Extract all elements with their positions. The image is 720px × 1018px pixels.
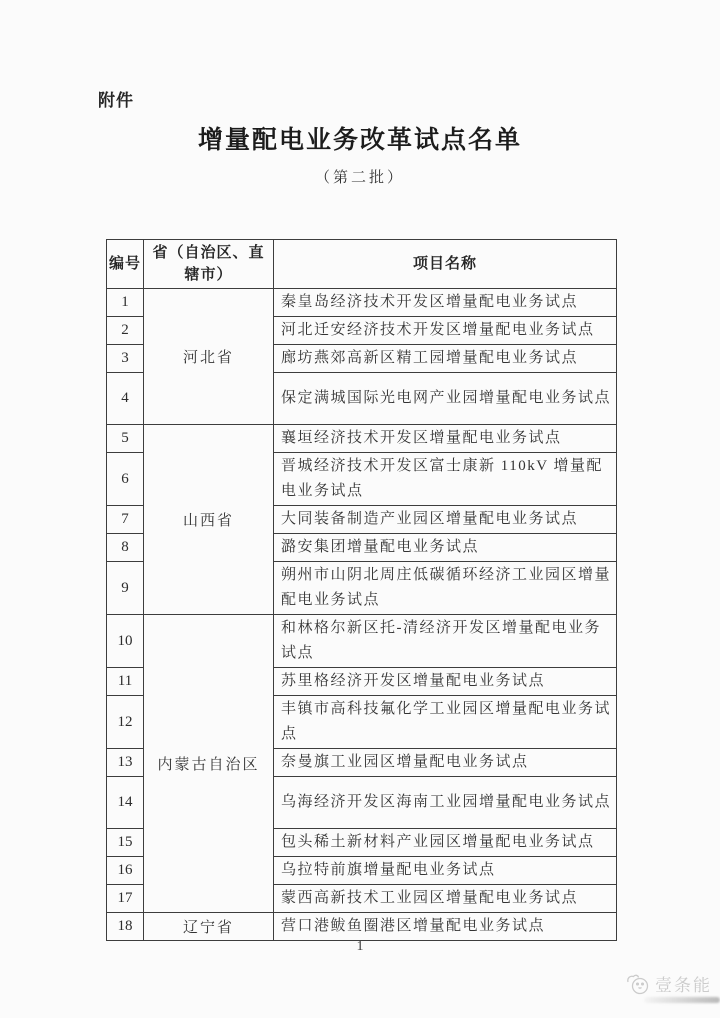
province-cell: 内蒙古自治区 xyxy=(144,615,274,913)
province-cell: 河北省 xyxy=(144,289,274,425)
project-name-cell: 营口港鲅鱼圈港区增量配电业务试点 xyxy=(274,913,617,941)
province-cell: 山西省 xyxy=(144,425,274,615)
project-name-cell: 丰镇市高科技氟化学工业园区增量配电业务试点 xyxy=(274,696,617,749)
row-number-cell: 16 xyxy=(107,857,144,885)
project-name-cell: 奈曼旗工业园区增量配电业务试点 xyxy=(274,749,617,777)
project-name-cell: 朔州市山阴北周庄低碳循环经济工业园区增量配电业务试点 xyxy=(274,562,617,615)
project-name-cell: 乌拉特前旗增量配电业务试点 xyxy=(274,857,617,885)
row-number-cell: 3 xyxy=(107,345,144,373)
row-number-cell: 12 xyxy=(107,696,144,749)
project-name-cell: 蒙西高新技术工业园区增量配电业务试点 xyxy=(274,885,617,913)
table-row xyxy=(107,425,617,453)
pilot-projects-table xyxy=(106,239,617,941)
page-number: 1 xyxy=(356,939,364,954)
row-number-cell: 8 xyxy=(107,534,144,562)
project-name-cell: 河北迁安经济技术开发区增量配电业务试点 xyxy=(274,317,617,345)
project-name-cell: 大同装备制造产业园区增量配电业务试点 xyxy=(274,506,617,534)
watermark-text: 壹条能 xyxy=(655,976,712,995)
brand-logo-icon xyxy=(625,973,651,995)
row-number-cell: 14 xyxy=(107,777,144,829)
row-number-cell: 2 xyxy=(107,317,144,345)
row-number-cell: 18 xyxy=(107,913,144,941)
row-number-cell: 15 xyxy=(107,829,144,857)
project-name-cell: 乌海经济开发区海南工业园增量配电业务试点 xyxy=(274,777,617,829)
table-row xyxy=(107,615,617,668)
column-header-province: 省（自治区、直辖市） xyxy=(144,240,274,289)
row-number-cell: 11 xyxy=(107,668,144,696)
project-name-cell: 包头稀土新材料产业园区增量配电业务试点 xyxy=(274,829,617,857)
project-name-cell: 襄垣经济技术开发区增量配电业务试点 xyxy=(274,425,617,453)
table-header xyxy=(107,240,617,289)
row-number-cell: 9 xyxy=(107,562,144,615)
table-body xyxy=(107,289,617,941)
row-number-cell: 5 xyxy=(107,425,144,453)
row-number-cell: 6 xyxy=(107,453,144,506)
row-number-cell: 4 xyxy=(107,373,144,425)
project-name-cell: 保定满城国际光电网产业园增量配电业务试点 xyxy=(274,373,617,425)
project-name-cell: 潞安集团增量配电业务试点 xyxy=(274,534,617,562)
project-name-cell: 苏里格经济开发区增量配电业务试点 xyxy=(274,668,617,696)
watermark xyxy=(625,971,712,996)
row-number-cell: 1 xyxy=(107,289,144,317)
province-cell: 辽宁省 xyxy=(144,913,274,941)
column-header-project: 项目名称 xyxy=(274,240,617,289)
project-name-cell: 廊坊燕郊高新区精工园增量配电业务试点 xyxy=(274,345,617,373)
column-header-number: 编号 xyxy=(107,240,144,289)
row-number-cell: 17 xyxy=(107,885,144,913)
table-row xyxy=(107,289,617,317)
page-subtitle: （第二批） xyxy=(314,170,405,186)
project-name-cell: 秦皇岛经济技术开发区增量配电业务试点 xyxy=(274,289,617,317)
project-name-cell: 晋城经济技术开发区富士康新 110kV 增量配电业务试点 xyxy=(274,453,617,506)
row-number-cell: 10 xyxy=(107,615,144,668)
table-row xyxy=(107,913,617,941)
footer-divider-bar xyxy=(644,997,720,1003)
row-number-cell: 7 xyxy=(107,506,144,534)
page-title: 增量配电业务改革试点名单 xyxy=(197,127,522,154)
table-header-row xyxy=(107,240,617,289)
project-name-cell: 和林格尔新区托-清经济开发区增量配电业务试点 xyxy=(274,615,617,668)
attachment-label: 附件 xyxy=(98,91,134,110)
row-number-cell: 13 xyxy=(107,749,144,777)
